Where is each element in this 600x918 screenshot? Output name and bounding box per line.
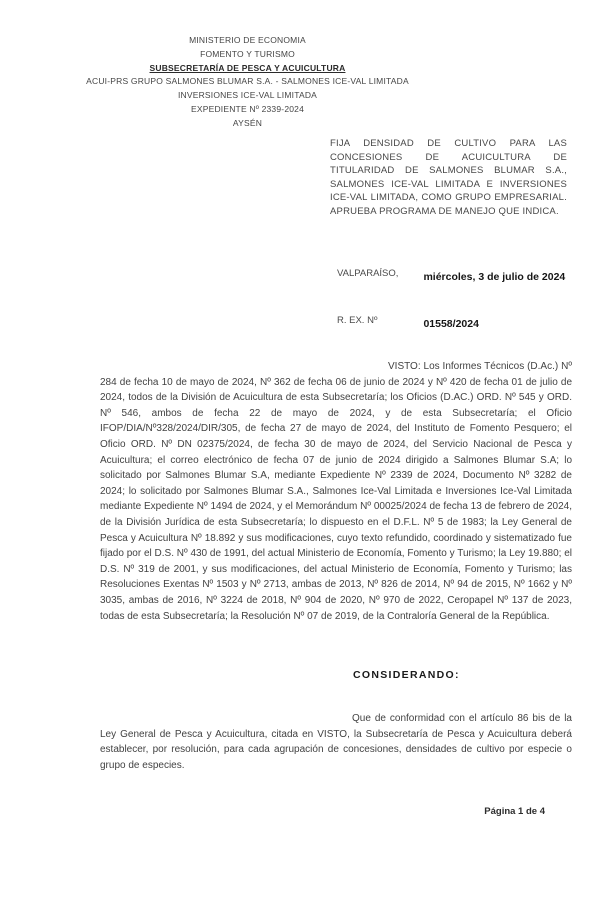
issue-date: miércoles, 3 de julio de 2024 — [423, 271, 566, 283]
visto-paragraph: VISTO: Los Informes Técnicos (D.Ac.) Nº 284 de fecha 10 de mayo de 2024, Nº 362 de fecha 06 de junio de 2024 y Nº 420 de fecha 01 de julio de 2024, todos de la División de Acuicultura de esta Subsecretaría; los Oficios (D.AC.) ORD. Nº 545 y ORD. Nº 546, ambos de fecha 22 de mayo de 2024, y de esta Subsecretaría; el Oficio IFOP/DIA/Nº328/2024/DIR/305, de fecha 27 de mayo de 2024, del Instituto de Fomento Pesquero; el Oficio ORD. Nº DN 02375/2024, de fecha 30 de mayo de 2024, del Servicio Nacional de Pesca y Acuicultura; el correo electrónico de fecha 07 de junio de 2024 dirigido a Salmones Blumar S.A; lo solicitado por Salmones Blumar S.A, mediante Expediente Nº 2339 de 2024, Documento Nº 3282 de 2024; lo solicitado por Salmones Blumar S.A., Salmones Ice-Val Limitada e Inversiones Ice-Val Limitada mediante Expediente Nº 1494 de 2024, y el Memorándum Nº 00025/2024 de fecha 13 de febrero de 2024, de la División Jurídica de esta Subsecretaría; lo dispuesto en el D.F.L. Nº 5 de 1983; la Ley General de Pesca y Acuicultura Nº 18.892 y sus modificaciones, cuyo texto refundido, coordinado y sistematizado fue fijado por el D.S. Nº 430 de 1991, del actual Ministerio de Economía, Fomento y Turismo; la Ley 19.880; el D.S. Nº 319 de 2001, y sus modificaciones, del actual Ministerio de Economía, Fomento y Turismo; las Resoluciones Exentas Nº 1503 y Nº 2713, ambas de 2013, Nº 826 de 2014, Nº 94 de 2015, Nº 1662 y Nº 3035, ambas de 2016, Nº 3224 de 2018, Nº 904 de 2020, Nº 970 de 2022, Ceropapel Nº 137 de 2023, todas de esta Subsecretaría; la Resolución Nº 07 de 2019, de la Contraloría General de la República. — [100, 361, 572, 622]
considerando-paragraph: Que de conformidad con el artículo 86 bis de la Ley General de Pesca y Acuicultura, citada en VISTO, la Subsecretaría de Pesca y Acuicultura deberá establecer, por resolución, para cada agrupación de concesiones, densidades de cultivo por especie o grupo de especies. — [100, 713, 572, 771]
resolution-number: 01558/2024 — [423, 318, 479, 330]
case-parties-line-1: ACUI-PRS GRUPO SALMONES BLUMAR S.A. - SALMONES ICE-VAL LIMITADA — [86, 76, 409, 87]
considerando-heading: CONSIDERANDO: — [353, 669, 460, 681]
case-parties-line-2: INVERSIONES ICE-VAL LIMITADA — [177, 90, 318, 101]
resolution-number-label: R. EX. Nº — [337, 315, 378, 326]
ministry-line-1: MINISTERIO DE ECONOMIA — [189, 35, 306, 45]
page-number: Página 1 de 4 — [484, 806, 545, 817]
place-date-line — [337, 267, 565, 285]
place-label: VALPARAÍSO, — [337, 268, 399, 279]
resolution-number-line — [337, 314, 479, 332]
resolution-title: FIJA DENSIDAD DE CULTIVO PARA LAS CONCESIONES DE ACUICULTURA DE TITULARIDAD DE SALMONES BLUMAR S.A., SALMONES ICE-VAL LIMITADA E INVERSIONES ICE-VAL LIMITADA, COMO GRUPO EMPRESARIAL. APRUEBA PROGRAMA DE MANEJO QUE INDICA. — [330, 138, 567, 217]
region-label: AYSÉN — [232, 117, 263, 128]
expediente-number: EXPEDIENTE Nº 2339-2024 — [190, 103, 305, 114]
ministry-line-2: FOMENTO Y TURISMO — [200, 48, 295, 59]
subsecretaria-title: SUBSECRETARÍA DE PESCA Y ACUICULTURA — [149, 62, 346, 73]
letterhead — [35, 34, 460, 131]
